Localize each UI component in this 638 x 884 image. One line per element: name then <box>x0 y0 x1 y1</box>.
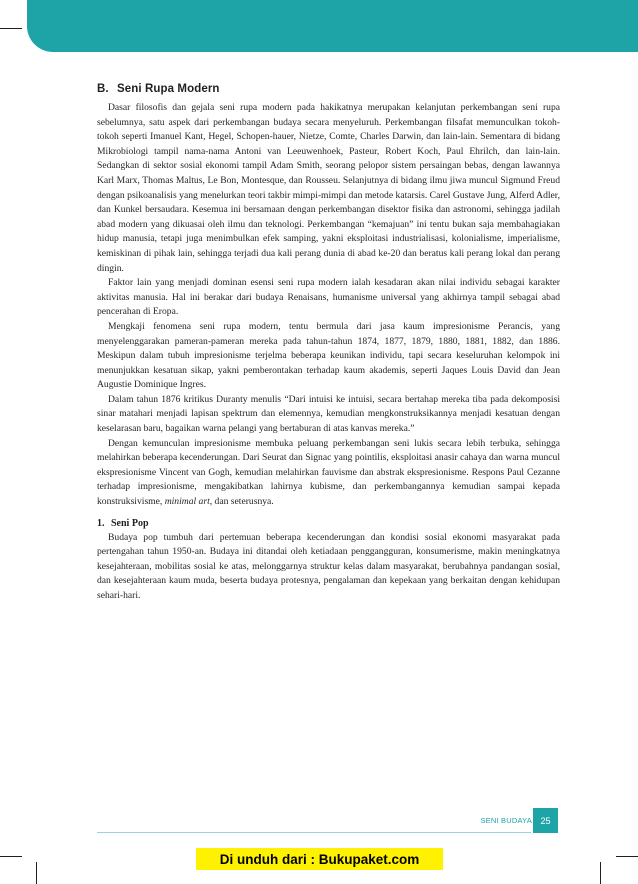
section-number: B. <box>97 83 109 95</box>
page-content <box>97 83 560 604</box>
paragraph: Dasar filosofis dan gejala seni rupa modern pada hakikatnya merupakan kelanjutan perkembangan seni rupa sebelumnya, satu aspek dari perkembangan budaya secara menyeluruh. Perkembangan filsafat memunculkan tokoh-tokoh seperti Imanuel Kant, Hegel, Schopen-hauer, Nietze, Comte, Charles Darwin, dan lain-lain. Sementara di bidang Mikrobiologi tampil nama-nama Antoni van Leeuwenhoek, Pasteur, Robert Koch, Paul Ehrilch, dan lain-lain. Sedangkan di sektor sosial ekonomi tampil Adam Smith, seorang pelopor sistem persaingan bebas, dengan lawannya Karl Marx, Thomas Maltus, Le Bon, Montesque, dan Rousseu. Selanjutnya di bidang ilmu jiwa muncul Sigmund Freud dengan psikoanalisis yang menelurkan teori takbir mimpi-mimpi dan metode katarsis. Carel Gustave Jung, Alferd Adler, dan Kunkel bersaudara. Kesemua ini bersamaan dengan perkembangan disektor fisika dan astronomi, sehingga jadilah abad modern yang dikuasai oleh ilmu dan teknologi. Perkembangan “kemajuan” ini tentu bukan saja membahagiakan hidup manusia, tetapi juga menimbulkan efek samping, yakni eksploitasi industrialisasi, kolonialisme, imperialisme, kemiskinan di pihak lain, sehingga terjadi dua kali perang dunia di abad ke-20 dan beratus kali perang lokal dan perang dingin. <box>97 102 560 274</box>
crop-mark <box>0 28 22 29</box>
italic-term: minimal art <box>164 496 210 508</box>
header-color-band <box>27 0 638 52</box>
footer-rule <box>97 832 531 833</box>
paragraph-tail: , dan seterusnya. <box>209 496 274 508</box>
subsection-heading <box>97 518 560 529</box>
paragraph: Budaya pop tumbuh dari pertemuan beberapa kecenderungan dan kondisi sosial ekonomi masyarakat pada pertengahan tahun 1950-an. Budaya ini ditandai oleh ketiadaan penggangguran, konsumerisme, makin meningkatnya kesejahteraan, mobilitas sosial ke atas, melonggarnya struktur kelas dalam masyarakat, berubahnya pandangan sosial, dan kesejahteraan kaum muda, beserta budaya protesnya, pengalaman dan kepekaan yang berkaitan dengan kehidupan sehari-hari. <box>97 531 560 601</box>
section-title: Seni Rupa Modern <box>117 83 220 95</box>
paragraph-text: Dengan kemunculan impresionisme membuka peluang perkembangan seni lukis secara lebih terbuka, sehingga melahirkan beberapa kecenderungan. Dari Seurat dan Signac yang pointilis, eksploitasi anasir cahaya dan warna muncul ekspresionisme Vincent van Gogh, kemudian melahirkan fauvisme dan abstrak ekspresionisme. Respons Paul Cezanne terhadap impresionisme, mengakibatkan lahirnya kubisme, dan perkembangannya kemudian sampai kepada konstruksivisme, <box>97 437 560 508</box>
paragraph <box>97 437 560 510</box>
subsection-number: 1. <box>97 517 105 529</box>
crop-mark <box>0 856 22 857</box>
page-number: 25 <box>533 808 558 833</box>
paragraph: Mengkaji fenomena seni rupa modern, tentu bermula dari jasa kaum impresionisme Perancis, yang menyelenggarakan pameran-pameran mereka pada tahun-tahun 1874, 1877, 1879, 1880, 1881, 1882, dan 1886. Meskipun dalam tubuh impresionisme terjelma beberapa keunikan individu, tapi secara keseluruhan kelompok ini menunjukkan kesatuan sikap, yakni pemberontakan terhadap kaum akademis, seperti Jaques Louis David dan Jean Augustie Dominique Ingres. <box>97 320 560 391</box>
footer-book-title: SENI BUDAYA <box>480 816 532 825</box>
section-heading <box>97 83 560 95</box>
crop-mark <box>600 862 601 884</box>
crop-mark <box>36 862 37 884</box>
paragraph: Dalam tahun 1876 kritikus Duranty menulis “Dari intuisi ke intuisi, secara bertahap mereka tiba pada dekomposisi sinar matahari menjadi lapisan spektrum dan elemennya, kemudian mengkonstruksikannya menjadi kesatuan dengan keselarasan baru, bagaikan warna pelangi yang bertaburan di atas kanvas mereka.” <box>97 393 560 435</box>
download-banner[interactable]: Di unduh dari : Bukupaket.com <box>196 848 443 870</box>
paragraph: Faktor lain yang menjadi dominan esensi seni rupa modern ialah kesadaran akan nilai individu sebagai karakter aktivitas manusia. Hal ini berakar dari budaya Renaisans, humanisme universal yang akhirnya tampil sebagai abad pencerahan di Eropa. <box>97 277 560 318</box>
crop-mark <box>616 856 638 857</box>
subsection-title: Seni Pop <box>111 517 149 529</box>
